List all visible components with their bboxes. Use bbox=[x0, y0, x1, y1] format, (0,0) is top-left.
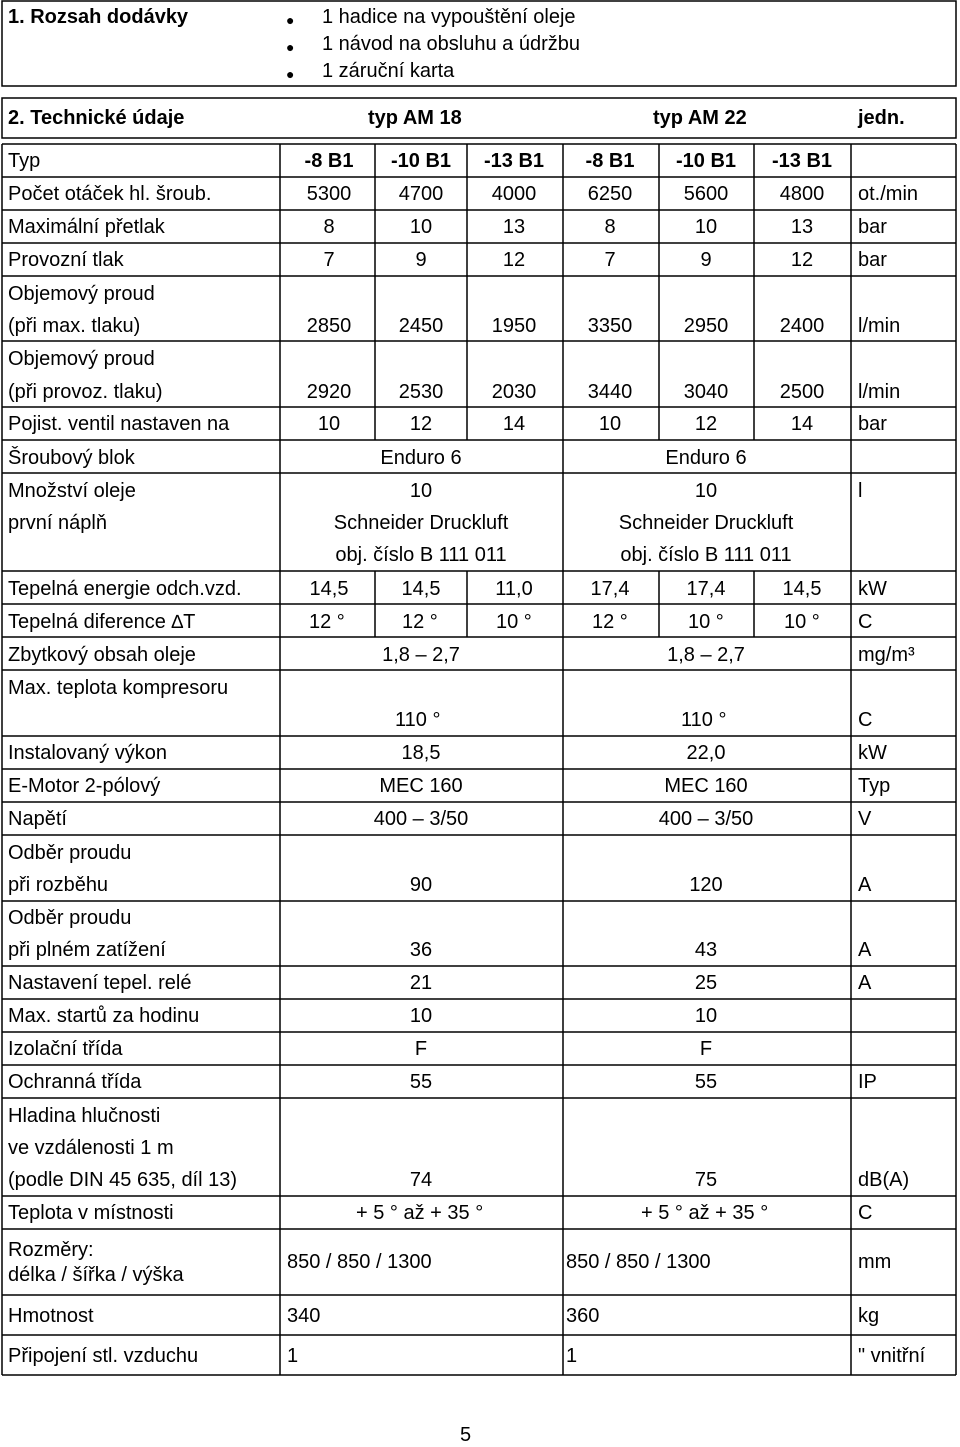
value-cell: 10 bbox=[694, 216, 718, 238]
section2-title: 2. Technické údaje bbox=[8, 107, 185, 129]
unit-cell: C bbox=[858, 611, 873, 633]
value-cell: 12 bbox=[409, 413, 433, 435]
value-cell: 10 ° bbox=[784, 611, 820, 633]
unit-cell: bar bbox=[858, 216, 887, 238]
value-cell: 360 bbox=[566, 1305, 600, 1327]
row-label: při plném zatížení bbox=[8, 939, 166, 961]
row-label: Izolační třída bbox=[8, 1038, 123, 1060]
value-cell: 74 bbox=[409, 1169, 433, 1191]
delta-symbol: ∆ bbox=[171, 612, 184, 633]
value-cell: 11,0 bbox=[495, 578, 533, 600]
value-cell: 10 bbox=[598, 413, 622, 435]
row-label: Objemový proud bbox=[8, 283, 155, 305]
value-cell: Schneider Druckluft bbox=[333, 512, 509, 534]
degree-icon: ° bbox=[710, 611, 724, 633]
degree-icon: ° bbox=[518, 611, 532, 633]
value-cell: 4000 bbox=[491, 183, 537, 205]
row-label: Typ bbox=[8, 150, 41, 172]
degree-icon: ° bbox=[469, 1202, 484, 1224]
row-label: ve vzdálenosti 1 m bbox=[8, 1137, 174, 1159]
value-cell: 14 bbox=[790, 413, 814, 435]
value-cell: 1,8 – 2,7 bbox=[667, 644, 745, 666]
row-label: Zbytkový obsah oleje bbox=[8, 644, 196, 666]
value-cell: 8 bbox=[323, 216, 335, 238]
row-label: Objemový proud bbox=[8, 348, 155, 370]
row-label: Odběr proudu bbox=[8, 842, 132, 864]
value-cell: 5600 bbox=[683, 183, 729, 205]
degree-icon: ° bbox=[426, 709, 441, 731]
value-cell: 43 bbox=[694, 939, 718, 961]
bullet-icon: ● bbox=[286, 39, 295, 55]
section1-title: 1. Rozsah dodávky bbox=[8, 6, 189, 28]
value-cell: 12 bbox=[502, 249, 526, 271]
row-label: Hladina hlučnosti bbox=[8, 1105, 161, 1127]
row-label: Max. startů za hodinu bbox=[8, 1005, 200, 1027]
value-cell: F bbox=[699, 1038, 713, 1060]
type-cell: -8 B1 bbox=[304, 150, 354, 172]
value-cell: 10 bbox=[694, 480, 718, 502]
unit-cell: IP bbox=[858, 1071, 877, 1093]
value-cell: 110 ° bbox=[681, 709, 727, 731]
row-label: Ochranná třída bbox=[8, 1071, 142, 1093]
value-cell: 55 bbox=[694, 1071, 718, 1093]
unit-cell: bar bbox=[858, 413, 887, 435]
unit-cell: l/min bbox=[858, 315, 901, 337]
value-cell: 12 ° bbox=[592, 611, 628, 633]
unit-cell: kg bbox=[858, 1305, 880, 1327]
row-label: při rozběhu bbox=[8, 874, 109, 896]
row-label: Napětí bbox=[8, 808, 67, 830]
value-cell: 2950 bbox=[683, 315, 729, 337]
value-cell: 2530 bbox=[398, 381, 444, 403]
row-label: první náplň bbox=[8, 512, 107, 534]
value-cell: 2920 bbox=[306, 381, 352, 403]
value-cell: 25 bbox=[694, 972, 718, 994]
type-cell: -13 B1 bbox=[771, 150, 833, 172]
value-cell: 12 bbox=[790, 249, 814, 271]
value-cell: 4800 bbox=[779, 183, 825, 205]
value-cell: 4700 bbox=[398, 183, 444, 205]
value-cell: 2400 bbox=[779, 315, 825, 337]
row-label: Instalovaný výkon bbox=[8, 742, 167, 764]
row-label: Hmotnost bbox=[8, 1305, 94, 1327]
degree-icon: ° bbox=[669, 1202, 689, 1224]
value-cell: MEC 160 bbox=[379, 775, 463, 797]
value-cell: 9 bbox=[415, 249, 427, 271]
unit-cell: l bbox=[858, 480, 863, 502]
value-cell: 10 ° bbox=[688, 611, 724, 633]
value-cell: 14 bbox=[502, 413, 526, 435]
degree-icon: ° bbox=[712, 709, 727, 731]
value-cell: 9 bbox=[700, 249, 712, 271]
type-cell: -8 B1 bbox=[585, 150, 635, 172]
value-cell: 10 bbox=[694, 1005, 718, 1027]
value-cell: F bbox=[414, 1038, 428, 1060]
value-cell: 5300 bbox=[306, 183, 352, 205]
bullet-icon: ● bbox=[286, 66, 295, 82]
unit-cell: kW bbox=[858, 578, 887, 600]
unit-cell: mg/m³ bbox=[858, 644, 915, 666]
bullet-icon: ● bbox=[286, 12, 295, 28]
row-label: E-Motor 2-pólový bbox=[8, 775, 161, 797]
unit-cell: l/min bbox=[858, 381, 901, 403]
value-cell: 10 bbox=[317, 413, 341, 435]
row-label: délka / šířka / výška bbox=[8, 1264, 184, 1286]
value-cell: 2030 bbox=[491, 381, 537, 403]
unit-cell: ot./min bbox=[858, 183, 919, 205]
unit-cell: kW bbox=[858, 742, 887, 764]
value-cell: 6250 bbox=[587, 183, 633, 205]
value-cell: 1950 bbox=[491, 315, 537, 337]
value-cell: 2450 bbox=[398, 315, 444, 337]
value-cell: 7 bbox=[604, 249, 616, 271]
row-label: Tepelná energie odch.vzd. bbox=[8, 578, 242, 600]
delivery-item: 1 záruční karta bbox=[322, 60, 455, 82]
value-cell: 12 ° bbox=[309, 611, 345, 633]
value-cell: 21 bbox=[409, 972, 433, 994]
row-label: Množství oleje bbox=[8, 480, 136, 502]
value-cell: 13 bbox=[502, 216, 526, 238]
value-cell: obj. číslo B 111 011 bbox=[620, 544, 792, 566]
value-cell: Enduro 6 bbox=[380, 447, 462, 469]
value-cell: 10 bbox=[409, 216, 433, 238]
value-cell: 36 bbox=[409, 939, 433, 961]
type-cell: -13 B1 bbox=[483, 150, 545, 172]
value-cell: 400 – 3/50 bbox=[658, 808, 754, 830]
unit-cell: bar bbox=[858, 249, 887, 271]
value-cell: 17,4 bbox=[686, 578, 726, 600]
unit-cell: dB(A) bbox=[858, 1169, 910, 1191]
row-label: Nastavení tepel. relé bbox=[8, 972, 192, 994]
value-cell: 13 bbox=[790, 216, 814, 238]
value-cell: 14,5 bbox=[309, 578, 349, 600]
value-cell: 22,0 bbox=[686, 742, 726, 764]
type-cell: -10 B1 bbox=[675, 150, 737, 172]
degree-icon: ° bbox=[614, 611, 628, 633]
unit-cell: Typ bbox=[858, 775, 891, 797]
row-label: (při max. tlaku) bbox=[8, 315, 141, 337]
value-cell: 2850 bbox=[306, 315, 352, 337]
value-cell: Enduro 6 bbox=[665, 447, 747, 469]
unit-cell: C bbox=[858, 709, 873, 731]
row-label: Šroubový blok bbox=[8, 447, 135, 469]
value-cell: + 5 ° až + 35 ° bbox=[356, 1202, 484, 1224]
value-cell: 3350 bbox=[587, 315, 633, 337]
value-cell: 850 / 850 / 1300 bbox=[566, 1251, 711, 1273]
row-label: (podle DIN 45 635, díl 13) bbox=[8, 1169, 238, 1191]
delivery-item: 1 návod na obsluhu a údržbu bbox=[322, 33, 580, 55]
degree-icon: ° bbox=[384, 1202, 404, 1224]
row-label: Počet otáček hl. šroub. bbox=[8, 183, 212, 205]
value-cell: 3440 bbox=[587, 381, 633, 403]
value-cell: 340 bbox=[287, 1305, 321, 1327]
unit-cell: A bbox=[858, 939, 872, 961]
value-cell: 12 bbox=[694, 413, 718, 435]
value-cell: 110 ° bbox=[395, 709, 441, 731]
unit-cell: " vnitřní bbox=[858, 1345, 926, 1367]
row-label: Rozměry: bbox=[8, 1239, 94, 1261]
row-label-text: T bbox=[183, 611, 196, 633]
degree-icon: ° bbox=[331, 611, 345, 633]
page-number: 5 bbox=[460, 1424, 472, 1446]
unit-cell: V bbox=[858, 808, 872, 830]
row-label: Pojist. ventil nastaven na bbox=[8, 413, 230, 435]
value-cell: obj. číslo B 111 011 bbox=[335, 544, 507, 566]
value-cell: 12 ° bbox=[402, 611, 438, 633]
value-cell: 7 bbox=[323, 249, 335, 271]
value-cell: Schneider Druckluft bbox=[618, 512, 794, 534]
group-header-am22: typ AM 22 bbox=[653, 107, 747, 129]
value-cell: 850 / 850 / 1300 bbox=[287, 1251, 432, 1273]
row-label-text: Tepelná diference bbox=[8, 611, 172, 633]
row-label: Odběr proudu bbox=[8, 907, 132, 929]
row-label: Maximální přetlak bbox=[8, 216, 165, 238]
value-cell: MEC 160 bbox=[664, 775, 748, 797]
value-cell: 120 bbox=[689, 874, 723, 896]
value-cell: + 5 ° až + 35 ° bbox=[641, 1202, 769, 1224]
value-cell: 2500 bbox=[779, 381, 825, 403]
value-cell: 10 bbox=[409, 1005, 433, 1027]
row-label: Teplota v místnosti bbox=[8, 1202, 174, 1224]
value-cell: 75 bbox=[694, 1169, 718, 1191]
row-label: Připojení stl. vzduchu bbox=[8, 1345, 199, 1367]
value-cell: 1 bbox=[566, 1345, 578, 1367]
degree-icon: ° bbox=[806, 611, 820, 633]
row-label: Max. teplota kompresoru bbox=[8, 677, 229, 699]
delivery-item: 1 hadice na vypouštění oleje bbox=[322, 6, 576, 28]
value-cell: 14,5 bbox=[782, 578, 822, 600]
value-cell: 10 ° bbox=[496, 611, 532, 633]
degree-icon: ° bbox=[424, 611, 438, 633]
value-cell: 1,8 – 2,7 bbox=[382, 644, 460, 666]
value-cell: 55 bbox=[409, 1071, 433, 1093]
type-cell: -10 B1 bbox=[390, 150, 452, 172]
value-cell: 18,5 bbox=[401, 742, 441, 764]
unit-cell: A bbox=[858, 874, 872, 896]
degree-icon: ° bbox=[754, 1202, 769, 1224]
group-header-am18: typ AM 18 bbox=[368, 107, 462, 129]
value-cell: 1 bbox=[287, 1345, 299, 1367]
row-label: (při provoz. tlaku) bbox=[8, 381, 163, 403]
value-cell: 3040 bbox=[683, 381, 729, 403]
value-cell: 90 bbox=[409, 874, 433, 896]
unit-cell: mm bbox=[858, 1251, 892, 1273]
value-cell: 17,4 bbox=[590, 578, 630, 600]
value-cell: 400 – 3/50 bbox=[373, 808, 469, 830]
unit-cell: A bbox=[858, 972, 872, 994]
value-cell: 14,5 bbox=[401, 578, 441, 600]
unit-header: jedn. bbox=[858, 107, 905, 129]
value-cell: 8 bbox=[604, 216, 616, 238]
value-cell: 10 bbox=[409, 480, 433, 502]
row-label bbox=[8, 610, 195, 635]
row-label: Provozní tlak bbox=[8, 249, 124, 271]
unit-cell: C bbox=[858, 1202, 873, 1224]
